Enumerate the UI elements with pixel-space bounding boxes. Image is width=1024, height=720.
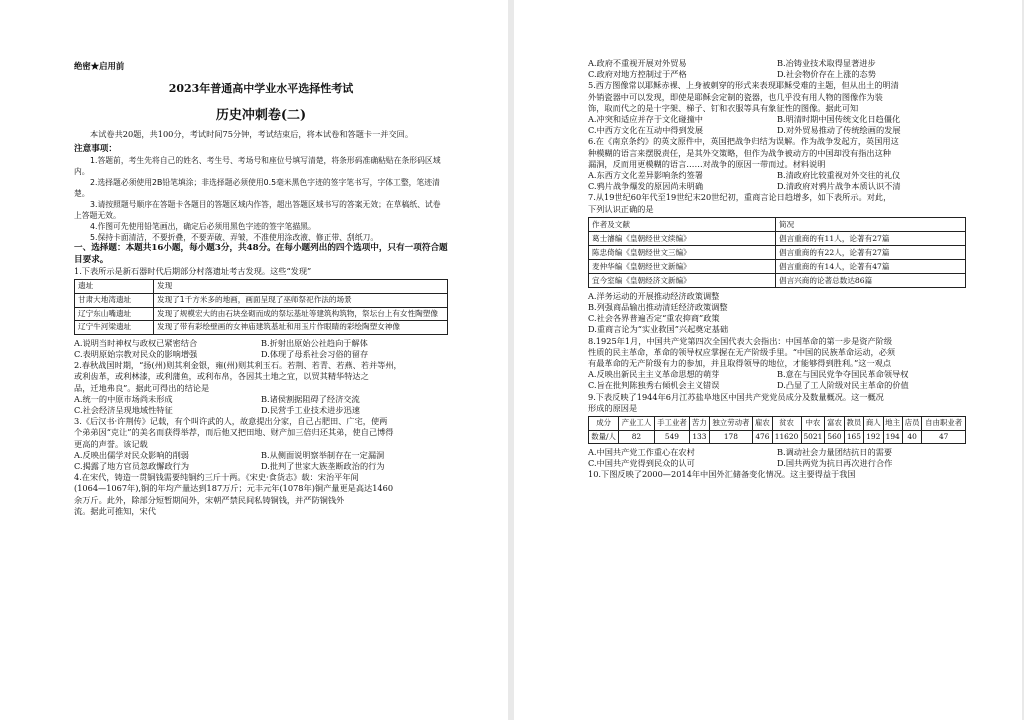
q7-line: 下列认识正确的是	[588, 203, 654, 214]
q7-option: B.列强商品输出推动清廷经济政策调整	[588, 302, 728, 313]
intro-text: 本试卷共20题，共100分，考试时间75分钟，考试结束后，将本试卷和答题卡一并交回。	[90, 129, 414, 139]
right-page	[514, 0, 1022, 720]
q10-line: 10.下图反映了2000—2014年中国外汇储备变化情况。这主要得益于我国	[588, 469, 856, 480]
q5-options-row-2	[588, 125, 966, 136]
table-row	[589, 273, 966, 287]
option: D.国共两党为抗日再次进行合作	[777, 458, 893, 469]
table-cell: 40	[902, 430, 921, 444]
exam-title: 2023年普通高中学业水平选择性考试	[168, 82, 354, 95]
section-heading: 一、选择题：本题共16小题，每小题3分，共48分。在每小题列出的四个选项中，只有一项符合题目要求。	[74, 243, 448, 265]
table-cell: 手工业者	[654, 417, 690, 431]
exam-subtitle: 历史冲刺卷(二)	[215, 108, 307, 123]
q3-options-row-2	[74, 461, 448, 472]
notes-heading: 注意事项：	[74, 144, 117, 155]
q1-options-row-2	[74, 349, 448, 360]
table-cell: 82	[619, 430, 655, 444]
q9-options-row-2	[588, 458, 966, 469]
table-row	[75, 280, 448, 294]
table-cell: 560	[825, 430, 844, 444]
table-cell: 发现了带有彩绘壁画的女神庙建筑基址和用玉片作眼睛的彩绘陶塑女神像	[154, 321, 448, 335]
table-row	[589, 417, 966, 431]
option: D.清政府对鸦片战争本质认识不清	[777, 181, 901, 192]
table-cell: 辽宁东山嘴遗址	[75, 307, 154, 321]
table-cell: 倡言重商的有22人，论著有27篇	[776, 245, 966, 259]
option: D.对外贸易推动了传统绘画的发展	[777, 125, 901, 136]
option: A.反映出新民主主义革命思想的萌芽	[588, 369, 720, 380]
q9-options-row-1	[588, 447, 966, 458]
table-cell: 雇农	[753, 417, 772, 431]
note-2: 2.选择题必须使用2B铅笔填涂；非选择题必须使用0.5毫米黑色字迹的签字笔书写，字体工整，笔迹清楚。	[74, 178, 440, 199]
option: D.体现了母系社会习俗的留存	[261, 348, 369, 359]
option: B.冶铸业技术取得显著进步	[777, 58, 876, 68]
table-row	[589, 217, 966, 231]
table-cell: 11620	[772, 430, 801, 444]
q5-line: 饰，取而代之的是十字架、梯子、钉和衣服等具有象征性的图像。据此可知	[588, 102, 859, 113]
table-cell: 陈忠倚编《皇朝经世文三编》	[589, 245, 776, 259]
q7-option: A.洋务运动的开展推动经济政策调整	[588, 290, 720, 301]
q1-options-row-1	[74, 338, 448, 349]
option: A.冲突和适应并存于文化碰撞中	[588, 114, 703, 125]
table-cell: 简况	[776, 217, 966, 231]
option: B.意在与国民党争夺国民革命领导权	[777, 369, 909, 380]
table-cell: 教员	[844, 417, 863, 431]
q4-line: 余万斤。此外，除部分短暂期间外，宋朝严禁民间私铸铜钱，并严防铜钱外	[74, 494, 345, 505]
q2-options-row-2	[74, 405, 448, 416]
option: A.政府不重视开展对外贸易	[588, 58, 687, 68]
table-row	[589, 231, 966, 245]
table-cell: 47	[922, 430, 966, 444]
q6-line: 种模糊的语言来摆脱责任，是其外交策略，但作为战争被动方的中国却没有指出这种	[588, 147, 891, 158]
q9-line: 9.下表反映了1944年6月江苏盐阜地区中国共产党党员成分及数量概况。这一概况	[588, 391, 884, 402]
table-cell: 辽宁牛河梁遗址	[75, 321, 154, 335]
q8-line: 8.1925年1月，中国共产党第四次全国代表大会指出：中国革命的第一步是资产阶级	[588, 335, 893, 346]
q8-line: 有最革命的无产阶级有力的参加，并且取得领导的地位，才能够得到胜利。”这一观点	[588, 358, 892, 369]
table-cell: 倡言重商的有14人，论著有47篇	[776, 259, 966, 273]
q6-options-row-1	[588, 170, 966, 181]
option: C.旨在批判陈独秀右倾机会主义错误	[588, 380, 720, 391]
table-cell: 中农	[801, 417, 825, 431]
table-row	[75, 307, 448, 321]
table-cell: 店员	[902, 417, 921, 431]
option: A.说明当时神权与政权已紧密结合	[74, 337, 198, 348]
q8-options-row-2	[588, 380, 966, 391]
q7-line: 7.从19世纪60年代至19世纪末20世纪初，重商言论日趋增多，如下表所示。对此，	[588, 192, 892, 203]
q2-line: 2.春秋战国时期，“扬(州)则其利金银，雍(州)则其利玉石。若荆、若青、若燕、若并等州，	[74, 360, 402, 371]
q5-options-row-1	[588, 114, 966, 125]
q4-line: 4.在宋代，铸造一贯铜钱需要纯铜约三斤十两。《宋史·食货志》载：宋治平年间	[74, 472, 359, 483]
table-cell: 倡言重商的有11人，论著有27篇	[776, 231, 966, 245]
option: C.中西方文化在互动中得到发展	[588, 125, 704, 136]
option: B.折射出原始公社趋向于解体	[261, 337, 368, 348]
table-cell: 贫农	[772, 417, 801, 431]
table-cell: 苦力	[690, 417, 709, 431]
table-cell: 作者及文献	[589, 217, 776, 231]
q6-options-row-2	[588, 181, 966, 192]
table-cell: 发现了1千方米多的地画，画面呈现了巫师祭祀作法的场景	[154, 294, 448, 308]
option: B.调动社会力量团结抗日的需要	[777, 447, 893, 458]
table-cell: 商人	[864, 417, 883, 431]
table-cell: 麦仲华编《皇朝经世文新编》	[589, 259, 776, 273]
note-1: 1.答题前，考生先将自己的姓名、考生号、考场号和座位号填写清楚，将条形码准确粘贴在条形码区域内。	[74, 156, 441, 177]
option: A.东西方文化差异影响条约签署	[588, 170, 703, 181]
table-cell: 葛士濬编《皇朝经世文续编》	[589, 231, 776, 245]
table-row	[589, 245, 966, 259]
table-cell: 遗址	[75, 280, 154, 294]
table-row	[589, 430, 966, 444]
option: D.民营手工业技术进步迅速	[261, 405, 360, 415]
table-cell: 194	[883, 430, 902, 444]
q1-stem: 1.下表所示是新石器时代后期部分村落遗址考古发现。这些“发现”	[74, 266, 312, 277]
table-cell: 5021	[801, 430, 825, 444]
q1-table	[74, 279, 448, 334]
q3-line: 个弟弟因“克让”的美名而获得举荐，而后他又把田地、财产加三倍归还其弟，使自己博得	[74, 427, 394, 438]
option: C.社会经济呈现地域性特征	[74, 405, 173, 415]
table-cell: 自由职业者	[922, 417, 966, 431]
q2-line: 品，迁地弗良”。据此可得出的结论是	[74, 382, 210, 393]
left-page	[0, 0, 508, 720]
table-cell: 倡言兴商的论著总数达86篇	[776, 273, 966, 287]
q9-line: 形成的原因是	[588, 402, 638, 413]
table-cell: 数量/人	[589, 430, 619, 444]
table-cell: 地主	[883, 417, 902, 431]
table-cell: 192	[864, 430, 883, 444]
q8-line: 性质的民主革命，革命的领导权应掌握在无产阶级手里。“中国的民族革命运动，必须	[588, 346, 896, 357]
table-cell: 甘肃大地湾遗址	[75, 294, 154, 308]
table-cell: 发现了规模宏大的由石块垒砌而成的祭坛基址等建筑构筑物，祭坛台上有女性陶塑像	[154, 307, 448, 321]
option: D.凸显了工人阶级对民主革命的价值	[777, 380, 909, 391]
q2-options-row-1	[74, 394, 448, 405]
table-cell: 165	[844, 430, 863, 444]
table-cell: 133	[690, 430, 709, 444]
q5-line: 外销瓷器中可以发现，即使是耶稣会定制的瓷器，也几乎没有用人物的图像作为装	[588, 91, 883, 102]
option: A.反映出儒学对民众影响的削弱	[74, 449, 189, 460]
table-cell: 产业工人	[619, 417, 655, 431]
q4-line: (1064—1067年),铜的年均产量达到187万斤；元丰元年(1078年)铜产量更是高达1460	[74, 483, 394, 494]
q7-table	[588, 217, 966, 288]
option: C.政府对地方控制过于严格	[588, 69, 687, 80]
option: B.诸侯割据阻碍了经济交流	[261, 393, 360, 404]
table-row	[589, 259, 966, 273]
option: A.统一的中原市场尚未形成	[74, 393, 173, 404]
table-cell: 成分	[589, 417, 619, 431]
q7-option: D.重商言论为“实业救国”兴起奠定基础	[588, 324, 729, 335]
q5-line: 5.西方图像常以耶稣赤裸、上身被刺穿的形式来表现耶稣受难的主题，但从出土的明清	[588, 80, 899, 91]
q6-line: 漏洞，反而用更模糊的语言……对战争的原因一带而过。材料说明	[588, 158, 826, 169]
option: A.中国共产党工作重心在农村	[588, 447, 695, 458]
q4-options-row-2	[588, 69, 966, 80]
table-row	[75, 294, 448, 308]
q8-options-row-1	[588, 369, 966, 380]
q3-options-row-1	[74, 450, 448, 461]
note-4: 4.作图可先使用铅笔画出，确定后必须用黑色字迹的签字笔描黑。	[90, 222, 316, 232]
q2-line: 或利齿革，或利林漆，或利蒲鱼，或利布帛，各因其土地之宜，以贸其精华特达之	[74, 371, 369, 382]
table-cell: 发现	[154, 280, 448, 294]
table-cell: 独立劳动者	[709, 417, 753, 431]
table-cell: 178	[709, 430, 753, 444]
option: B.从侧面说明察举制存在一定漏洞	[261, 449, 385, 460]
option: B.明清时期中国传统文化日趋僵化	[777, 114, 901, 125]
option: B.清政府比较重视对外交往的礼仪	[777, 170, 901, 181]
option: C.表明原始宗教对民众的影响增强	[74, 348, 198, 359]
q7-option: C.社会各界普遍否定“重农抑商”政策	[588, 313, 720, 324]
secret-mark: 绝密★启用前	[74, 61, 125, 71]
note-5: 5.保持卡面清洁，不要折叠，不要弄破、弄皱，不准使用涂改液、修正带、刮纸刀。	[90, 233, 379, 243]
option: D.批判了世家大族垄断政治的行为	[261, 461, 385, 472]
q9-table	[588, 416, 966, 444]
table-cell: 476	[753, 430, 772, 444]
note-3: 3.请按照题号顺序在答题卡各题目的答题区域内作答，超出答题区域书写的答案无效；在草稿纸、试卷上答题无效。	[74, 200, 441, 221]
q4-line: 流。据此可推知，宋代	[74, 505, 156, 516]
q3-line: 更高的声誉。该记载	[74, 438, 148, 449]
table-cell: 富农	[825, 417, 844, 431]
q4-options-row-1	[588, 58, 966, 69]
option: D.社会物价存在上涨的态势	[777, 69, 876, 80]
table-cell: 549	[654, 430, 690, 444]
table-cell: 宜今室编《皇朝经济文新编》	[589, 273, 776, 287]
option: C.鸦片战争爆发的原因尚未明确	[588, 181, 704, 192]
option: C.中国共产党得到民众的认可	[588, 458, 695, 469]
table-row	[75, 321, 448, 335]
q3-line: 3.《后汉书·许荆传》记载，有个叫许武的人，故意提出分家，自己占肥田、广宅，使两	[74, 416, 388, 427]
option: C.揭露了地方官员忽政懈政行为	[74, 461, 190, 472]
q6-line: 6.在《南京条约》的英文原件中，英国把战争归结为误解。作为战争发起方，英国用这	[588, 136, 899, 147]
